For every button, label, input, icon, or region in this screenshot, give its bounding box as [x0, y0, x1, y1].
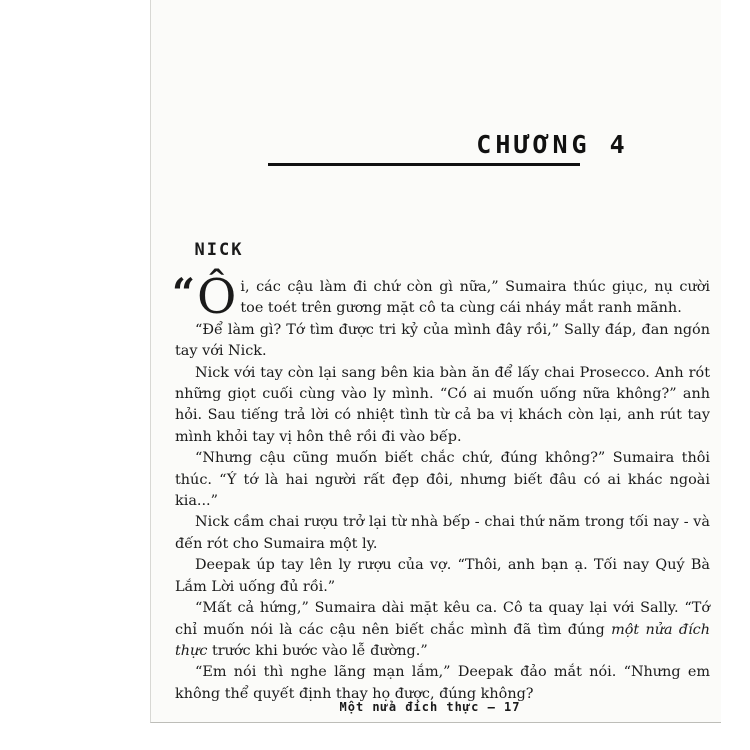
- paragraph-7-emphasis: một nửa đích thực: [175, 621, 710, 659]
- paragraph-7-text-a: “Mất cả hứng,” Sumaira dài mặt kêu ca. Cô ta quay lại với Sally. “Tớ chỉ muốn nói là các cậu nên biết chắc mình đã tìm đúng: [175, 600, 710, 638]
- paragraph-6: Deepak úp tay lên ly rượu của vợ. “Thôi, anh bạn ạ. Tối nay Quý Bà Lắm Lời uống đủ rồi.”: [175, 557, 710, 595]
- chapter-heading: CHƯƠNG 4: [476, 130, 629, 159]
- paragraph-8: “Em nói thì nghe lãng mạn lắm,” Deepak đảo mắt nói. “Nhưng em không thể quyết định thay họ được, đúng không?: [175, 664, 710, 702]
- drop-cap: Ô: [197, 269, 237, 325]
- paragraph-5: Nick cầm chai rượu trở lại từ nhà bếp - chai thứ năm trong tối nay - và đến rót cho Sumaira một ly.: [175, 514, 710, 552]
- footer-separator: –: [487, 700, 496, 714]
- paragraph-1-text: i, các cậu làm đi chứ còn gì nữa,” Sumaira thúc giục, nụ cười toe toét trên gương mặt cô ta cùng cái nháy mắt ranh mãnh.: [240, 279, 710, 317]
- section-heading: NICK: [194, 240, 244, 260]
- paragraph-7-text-b: trước khi bước vào lễ đường.”: [207, 642, 428, 659]
- body-text: [172, 269, 710, 705]
- paragraph-7: [175, 598, 710, 662]
- paragraph-4: “Nhưng cậu cũng muốn biết chắc chứ, đúng không?” Sumaira thôi thúc. “Ý tớ là hai người rất đẹp đôi, nhưng biết đâu có ai khác ngoài kia...”: [175, 450, 710, 510]
- chapter-rule: [268, 163, 580, 166]
- paragraph-1: [172, 269, 710, 325]
- paragraph-2: “Để làm gì? Tớ tìm được tri kỷ của mình đây rồi,” Sally đáp, đan ngón tay với Nick.: [175, 321, 710, 360]
- page-footer: [280, 700, 580, 714]
- page-number: 17: [504, 700, 521, 714]
- paragraph-3: Nick với tay còn lại sang bên kia bàn ăn để lấy chai Prosecco. Anh rót những giọt cuối cùng vào ly mình. “Có ai muốn uống nữa không?” anh hỏi. Sau tiếng trả lời có nhiệt tình từ cả ba vị khách còn lại, anh rút tay mình khỏi tay vị hôn thê rồi đi vào bếp.: [175, 364, 710, 445]
- drop-quote-mark: “: [172, 270, 196, 317]
- running-title: Một nửa đích thực: [339, 700, 480, 714]
